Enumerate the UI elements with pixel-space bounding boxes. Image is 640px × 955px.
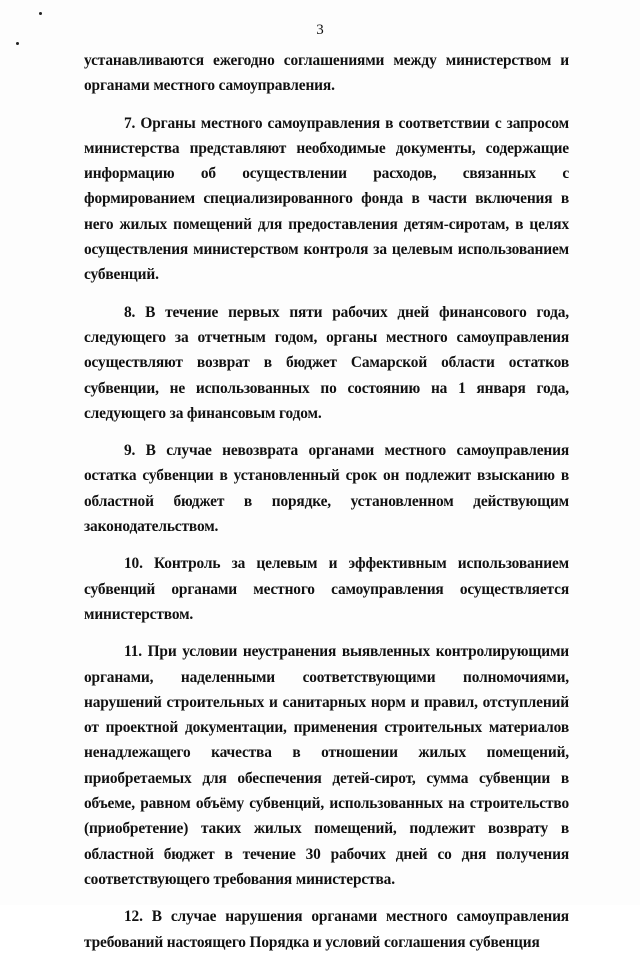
scan-artifact [16,42,19,45]
paragraph-item-12: 12. В случае нарушения органами местного самоуправления требований настоящего Порядка и условий соглашения субвенция [84,908,569,951]
document-body [84,48,569,955]
paragraph-item-8: 8. В течение первых пяти рабочих дней финансового года, следующего за отчетным годом, органы местного самоуправления осуществляют возврат в бюджет Самарской области остатков субвенции, не использованных по состоянию на 1 января года, следующего за финансовым годом. [84,303,569,422]
paragraph-item-10: 10. Контроль за целевым и эффективным использованием субвенций органами местного самоуправления осуществляется министерством. [84,555,569,623]
paragraph-continuation: устанавливаются ежегодно соглашениями между министерством и органами местного самоуправления. [84,52,569,95]
paragraph-item-7: 7. Органы местного самоуправления в соответствии с запросом министерства представляют необходимые документы, содержащие информацию об осуществлении расходов, связанных с формированием специализированного фонда в части включения в него жилых помещений для предоставления детям-сиротам, в целях осуществления министерством контроля за целевым использованием субвенций. [84,114,569,284]
page-number: 3 [316,22,324,38]
scan-artifact [39,12,42,15]
paragraph-item-9: 9. В случае невозврата органами местного самоуправления остатка субвенции в установленный срок он подлежит взысканию в областной бюджет в порядке, установленном действующим законодательством. [84,442,569,536]
paragraph-item-11: 11. При условии неустранения выявленных контролирующими органами, наделенными соответствующими полномочиями, нарушений строительных и санитарных норм и правил, отступлений от проектной документации, применения строительных материалов ненадлежащего качества в отношении жилых помещений, приобретаемых для обеспечения детей-сирот, сумма субвенции в объеме, равном объёму субвенций, использованных на строительство (приобретение) таких жилых помещений, подлежит возврату в областной бюджет в течение 30 рабочих дней со дня получения соответствующего требования министерства. [84,643,569,888]
